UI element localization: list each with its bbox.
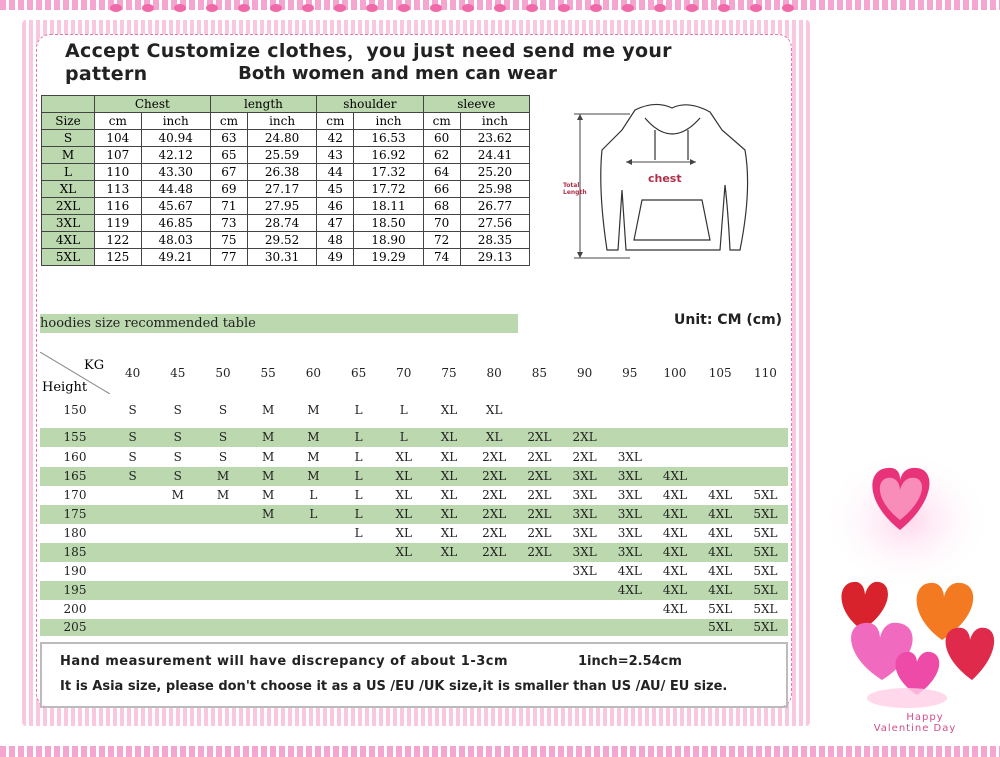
size-cell: XL: [485, 403, 503, 417]
note-inch-conversion: 1inch=2.54cm: [578, 654, 682, 669]
bow-icon: [558, 4, 570, 12]
measurement-cell: 29.52: [248, 232, 317, 249]
size-cell: M: [262, 450, 275, 464]
size-cell: 5XL: [753, 488, 778, 502]
bow-ribbon-decoration: [110, 4, 810, 16]
weight-header: 85: [531, 366, 548, 380]
size-cell: S: [173, 403, 182, 417]
measurement-cell: 60: [423, 130, 460, 147]
weight-header: 100: [663, 366, 687, 380]
measurement-cell: 48.03: [141, 232, 210, 249]
size-cell: 4XL: [662, 564, 688, 578]
size-cell: M: [262, 430, 275, 444]
measurement-cell: 70: [423, 215, 460, 232]
size-cell: S: [128, 469, 137, 483]
note-asia-size: It is Asia size, please don't choose it as a US /EU /UK size,it is smaller than US /AU/ EU size.: [60, 679, 728, 694]
bow-icon: [110, 4, 122, 12]
table-row: [42, 164, 530, 181]
table-row: [40, 448, 788, 467]
size-name-cell: 4XL: [42, 232, 95, 249]
size-cell: L: [309, 488, 318, 502]
size-name-cell: 5XL: [42, 249, 95, 266]
size-name-cell: S: [42, 130, 95, 147]
measurement-cell: 46.85: [141, 215, 210, 232]
table-row: [40, 428, 788, 447]
weight-header: 45: [170, 366, 186, 380]
measurement-cell: 45.67: [141, 198, 210, 215]
size-table-group: sleeve: [423, 96, 529, 113]
size-cell: M: [262, 488, 275, 502]
measurement-cell: 44: [317, 164, 354, 181]
size-name-cell: M: [42, 147, 95, 164]
size-cell: L: [354, 507, 363, 521]
table-row: [40, 394, 788, 426]
size-cell: L: [354, 403, 363, 417]
table-row: [42, 232, 530, 249]
bow-icon: [718, 4, 730, 12]
size-cell: XL: [440, 403, 458, 417]
size-cell: 4XL: [662, 469, 688, 483]
measurement-cell: 49.21: [141, 249, 210, 266]
measurement-cell: 25.20: [460, 164, 529, 181]
weight-axis-label: KG: [84, 358, 105, 373]
size-table-unit: inch: [141, 113, 210, 130]
measurement-cell: 19.29: [354, 249, 423, 266]
size-cell: S: [128, 430, 137, 444]
size-cell: 4XL: [662, 602, 688, 616]
size-cell: XL: [440, 545, 458, 559]
size-cell: XL: [440, 430, 458, 444]
measurement-cell: 104: [95, 130, 142, 147]
size-table-unit: cm: [95, 113, 142, 130]
size-cell: 2XL: [482, 450, 507, 464]
valentine-text: [855, 712, 975, 734]
height-cell: 185: [63, 545, 87, 559]
height-cell: 165: [63, 469, 87, 483]
size-cell: XL: [485, 430, 503, 444]
size-table-corner: [42, 96, 95, 113]
height-cell: 190: [63, 564, 87, 578]
measurement-cell: 110: [95, 164, 142, 181]
size-cell: S: [128, 403, 137, 417]
size-cell: M: [307, 430, 320, 444]
measurement-cell: 72: [423, 232, 460, 249]
size-cell: XL: [440, 507, 458, 521]
table-row: [40, 467, 788, 486]
size-cell: 5XL: [708, 602, 733, 616]
size-cell: XL: [440, 526, 458, 540]
measurement-cell: 44.48: [141, 181, 210, 198]
size-cell: 4XL: [708, 526, 733, 540]
size-cell: 4XL: [708, 507, 733, 521]
measurement-cell: 23.62: [460, 130, 529, 147]
recommend-size-table: [40, 352, 788, 636]
size-cell: 3XL: [572, 488, 597, 502]
chest-label: chest: [648, 172, 682, 185]
size-cell: 4XL: [708, 488, 733, 502]
size-cell: XL: [395, 488, 413, 502]
size-cell: S: [218, 430, 228, 444]
measurement-cell: 69: [210, 181, 247, 198]
measurement-cell: 40.94: [141, 130, 210, 147]
size-cell: 2XL: [482, 488, 507, 502]
weight-header: 95: [622, 366, 638, 380]
size-name-cell: L: [42, 164, 95, 181]
size-cell: M: [307, 450, 320, 464]
measurement-cell: 28.35: [460, 232, 529, 249]
measurement-cell: 42: [317, 130, 354, 147]
size-table-unit: cm: [423, 113, 460, 130]
size-cell: 4XL: [662, 507, 688, 521]
measurement-cell: 66: [423, 181, 460, 198]
bow-icon: [302, 4, 314, 12]
size-cell: 5XL: [753, 564, 778, 578]
size-name-cell: 3XL: [42, 215, 95, 232]
size-cell: 4XL: [662, 488, 688, 502]
measurement-cell: 45: [317, 181, 354, 198]
measurement-cell: 43.30: [141, 164, 210, 181]
weight-header: 55: [260, 366, 276, 380]
size-table-group: Chest: [95, 96, 211, 113]
size-table-unit: cm: [210, 113, 247, 130]
size-cell: 2XL: [527, 469, 552, 483]
measurement-cell: 62: [423, 147, 460, 164]
size-cell: S: [128, 450, 137, 464]
weight-header: 65: [350, 366, 367, 380]
size-cell: 3XL: [617, 526, 642, 540]
measurement-cell: 64: [423, 164, 460, 181]
size-cell: M: [307, 403, 320, 417]
size-cell: M: [262, 469, 275, 483]
measurement-cell: 47: [317, 215, 354, 232]
table-row: [40, 486, 788, 505]
table-row: [42, 249, 530, 266]
size-cell: S: [218, 403, 228, 417]
measurement-cell: 17.72: [354, 181, 423, 198]
measurement-cell: 28.74: [248, 215, 317, 232]
size-cell: L: [354, 469, 363, 483]
measurement-cell: 25.98: [460, 181, 529, 198]
measurement-cell: 27.17: [248, 181, 317, 198]
size-cell: 2XL: [527, 430, 552, 444]
size-cell: 3XL: [617, 545, 642, 559]
table-row: [40, 600, 788, 619]
size-cell: 3XL: [572, 564, 597, 578]
unit-label: Unit: CM (cm): [674, 312, 783, 328]
size-cell: 2XL: [527, 450, 552, 464]
size-cell: 4XL: [662, 526, 688, 540]
bow-icon: [142, 4, 154, 12]
height-axis-label: Height: [42, 380, 88, 395]
bow-icon: [526, 4, 538, 12]
measurement-cell: 113: [95, 181, 142, 198]
height-cell: 195: [63, 583, 87, 597]
table-row: [40, 581, 788, 600]
measurement-cell: 25.59: [248, 147, 317, 164]
table-row: [42, 181, 530, 198]
measurement-cell: 24.80: [248, 130, 317, 147]
size-cell: XL: [395, 450, 413, 464]
size-cell: 4XL: [662, 545, 688, 559]
headline-customize: Accept Customize clothes，you just need send me your pattern: [65, 40, 672, 85]
weight-header: 90: [576, 366, 593, 380]
bow-icon: [590, 4, 602, 12]
size-cell: 3XL: [617, 507, 642, 521]
height-cell: 200: [63, 602, 87, 616]
bow-icon: [366, 4, 378, 12]
measurement-cell: 43: [317, 147, 354, 164]
size-cell: L: [399, 403, 408, 417]
size-cell: 3XL: [572, 545, 597, 559]
table-row: [40, 505, 788, 524]
height-cell: 180: [63, 526, 87, 540]
valentine-hearts-decoration: [822, 440, 1000, 740]
bow-icon: [654, 4, 666, 12]
size-table-group: length: [210, 96, 316, 113]
bow-icon: [686, 4, 698, 12]
bow-icon: [462, 4, 474, 12]
size-cell: L: [354, 430, 363, 444]
size-table-unit: cm: [317, 113, 354, 130]
size-cell: S: [218, 450, 228, 464]
measurement-cell: 48: [317, 232, 354, 249]
table-row: [40, 619, 788, 636]
size-cell: 4XL: [617, 564, 642, 578]
measurement-cell: 65: [210, 147, 247, 164]
size-cell: XL: [440, 450, 458, 464]
size-cell: M: [262, 507, 275, 521]
size-cell: 5XL: [753, 526, 778, 540]
table-row: [42, 215, 530, 232]
measurement-cell: 77: [210, 249, 247, 266]
total-length-label-1: Total: [563, 182, 580, 189]
size-cell: L: [399, 430, 408, 444]
measurement-cell: 49: [317, 249, 354, 266]
measurement-cell: 16.92: [354, 147, 423, 164]
measurement-cell: 75: [210, 232, 247, 249]
weight-header: 105: [708, 366, 732, 380]
size-cell: S: [173, 430, 182, 444]
measurement-cell: 29.13: [460, 249, 529, 266]
table-row: [40, 543, 788, 562]
measurement-cell: 73: [210, 215, 247, 232]
weight-header: 80: [486, 366, 502, 380]
size-cell: 2XL: [527, 488, 552, 502]
size-table-unit: inch: [460, 113, 529, 130]
hoodie-diagram: [560, 100, 790, 270]
headline-unisex: Both women and men can wear: [238, 63, 557, 84]
measurement-cell: 74: [423, 249, 460, 266]
measurement-cell: 24.41: [460, 147, 529, 164]
table-row: [42, 147, 530, 164]
weight-header: 60: [305, 366, 322, 380]
valentine-happy: Happy: [906, 712, 944, 723]
measurement-cell: 63: [210, 130, 247, 147]
size-name-cell: 2XL: [42, 198, 95, 215]
measurement-cell: 125: [95, 249, 142, 266]
measurement-cell: 46: [317, 198, 354, 215]
size-cell: 3XL: [617, 450, 642, 464]
bow-icon: [782, 4, 794, 12]
size-cell: 4XL: [708, 545, 733, 559]
notes-box: [40, 642, 788, 708]
height-cell: 175: [63, 507, 87, 521]
size-cell: 2XL: [482, 545, 507, 559]
size-cell: 2XL: [482, 526, 507, 540]
size-cell: M: [216, 488, 230, 502]
size-cell: M: [171, 488, 184, 502]
size-table-group-header: [42, 96, 530, 113]
size-cell: XL: [395, 507, 413, 521]
measurement-cell: 27.95: [248, 198, 317, 215]
measurement-cell: 42.12: [141, 147, 210, 164]
size-cell: XL: [395, 526, 413, 540]
weight-header: 50: [215, 366, 231, 380]
size-cell: XL: [395, 469, 413, 483]
height-cell: 205: [63, 620, 87, 634]
size-cell: 2XL: [527, 545, 552, 559]
measurement-cell: 68: [423, 198, 460, 215]
size-column-header: Size: [42, 113, 95, 130]
measurement-cell: 18.50: [354, 215, 423, 232]
measurement-cell: 71: [210, 198, 247, 215]
measurement-cell: 67: [210, 164, 247, 181]
size-cell: S: [173, 450, 182, 464]
bow-icon: [334, 4, 346, 12]
measurement-cell: 26.77: [460, 198, 529, 215]
bow-icon: [750, 4, 762, 12]
size-cell: 5XL: [708, 620, 733, 634]
bottom-decorative-border: [0, 746, 1000, 757]
size-cell: 5XL: [753, 602, 778, 616]
recommend-table-title: hoodies size recommended table: [40, 314, 518, 333]
bow-icon: [206, 4, 218, 12]
size-cell: 5XL: [753, 507, 778, 521]
size-cell: 3XL: [572, 526, 597, 540]
size-cell: 4XL: [662, 583, 688, 597]
table-row: [40, 562, 788, 581]
size-cell: L: [354, 526, 363, 540]
measurement-cell: 122: [95, 232, 142, 249]
size-cell: XL: [440, 488, 458, 502]
bow-icon: [430, 4, 442, 12]
height-cell: 155: [63, 430, 87, 444]
size-cell: 4XL: [617, 583, 642, 597]
table-row: [42, 198, 530, 215]
total-length-label-2: Length: [563, 189, 587, 196]
size-cell: 4XL: [708, 564, 733, 578]
size-cell: 3XL: [572, 507, 597, 521]
bow-icon: [494, 4, 506, 12]
bow-icon: [174, 4, 186, 12]
size-cell: 3XL: [572, 469, 597, 483]
bow-icon: [238, 4, 250, 12]
bow-icon: [622, 4, 634, 12]
table-row: [42, 130, 530, 147]
size-table-unit-header: [42, 113, 530, 130]
measurement-cell: 16.53: [354, 130, 423, 147]
measurement-cell: 18.90: [354, 232, 423, 249]
size-cell: 2XL: [572, 430, 597, 444]
size-cell: L: [354, 488, 363, 502]
measurement-cell: 107: [95, 147, 142, 164]
size-cell: 2XL: [527, 507, 552, 521]
bow-icon: [398, 4, 410, 12]
size-table-unit: inch: [248, 113, 317, 130]
size-cell: L: [309, 507, 318, 521]
measurement-cell: 26.38: [248, 164, 317, 181]
size-cell: 5XL: [753, 583, 778, 597]
valentine-day: Valentine Day: [873, 723, 957, 734]
size-table-group: shoulder: [317, 96, 423, 113]
weight-header: 75: [441, 366, 457, 380]
size-table-unit: inch: [354, 113, 423, 130]
size-cell: XL: [395, 545, 413, 559]
size-cell: 3XL: [617, 469, 642, 483]
measurement-cell: 116: [95, 198, 142, 215]
size-cell: L: [354, 450, 363, 464]
height-cell: 160: [63, 450, 87, 464]
weight-header: 40: [124, 366, 141, 380]
size-cell: 5XL: [753, 620, 778, 634]
weight-header: 70: [396, 366, 412, 380]
size-cell: 5XL: [753, 545, 778, 559]
measurement-cell: 30.31: [248, 249, 317, 266]
size-cell: 2XL: [527, 526, 552, 540]
bow-icon: [270, 4, 282, 12]
size-name-cell: XL: [42, 181, 95, 198]
measurement-cell: 119: [95, 215, 142, 232]
size-cell: S: [173, 469, 182, 483]
note-discrepancy: Hand measurement will have discrepancy of about 1-3cm: [60, 654, 509, 669]
size-measurement-table: [41, 95, 530, 266]
size-cell: 2XL: [482, 469, 507, 483]
size-cell: 3XL: [617, 488, 642, 502]
size-cell: 2XL: [482, 507, 507, 521]
size-cell: XL: [440, 469, 458, 483]
size-cell: M: [262, 403, 275, 417]
height-cell: 150: [63, 403, 87, 417]
size-cell: 4XL: [708, 583, 733, 597]
measurement-cell: 17.32: [354, 164, 423, 181]
size-cell: M: [307, 469, 320, 483]
measurement-cell: 18.11: [354, 198, 423, 215]
measurement-cell: 27.56: [460, 215, 529, 232]
height-cell: 170: [63, 488, 87, 502]
table-row: [40, 524, 788, 543]
size-cell: M: [216, 469, 230, 483]
size-cell: 2XL: [572, 450, 597, 464]
weight-header: 110: [753, 366, 777, 380]
